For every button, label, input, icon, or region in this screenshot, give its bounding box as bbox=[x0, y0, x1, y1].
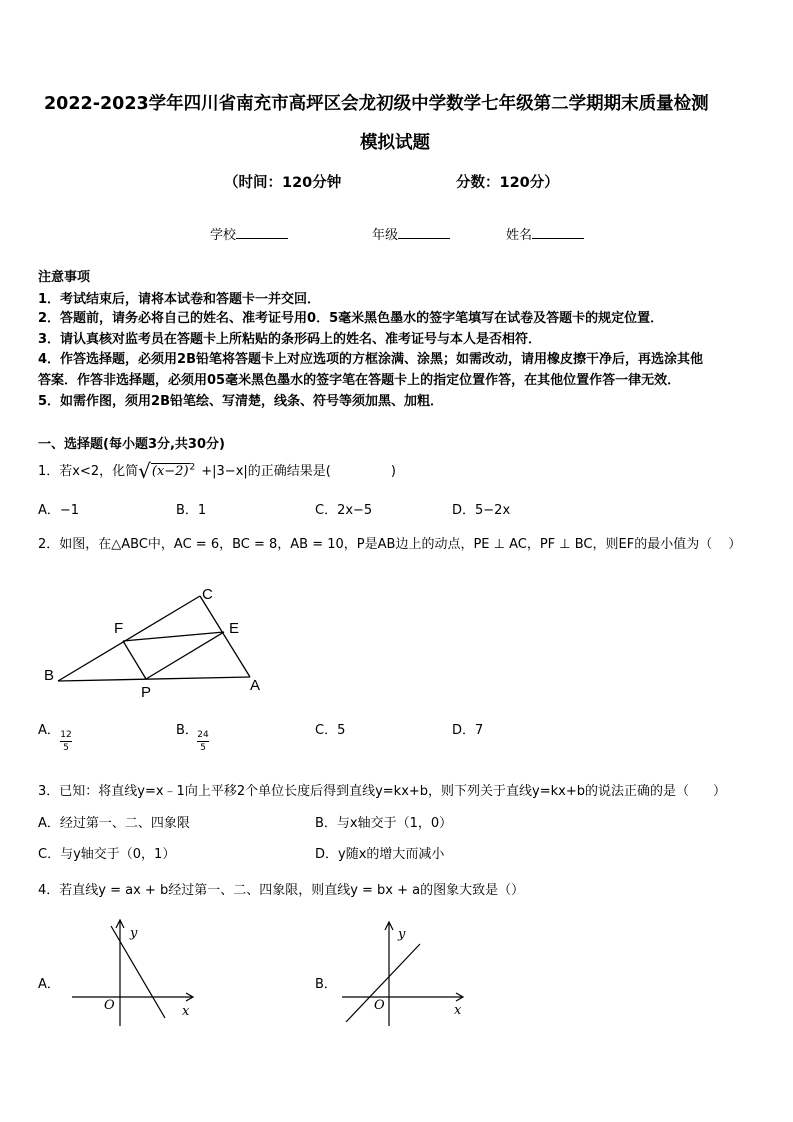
notes-item-1: 1．考试结束后，请将本试卷和答题卡一并交回． bbox=[38, 292, 321, 307]
q3-text: 3．已知：将直线y=x﹣1向上平移2个单位长度后得到直线y=kx+b，则下列关于直线y=kx+b的说法正确的是（ bbox=[38, 784, 689, 799]
q2-optA-label: A． bbox=[38, 723, 60, 738]
q2-option-b[interactable] bbox=[176, 719, 198, 738]
segment-pf bbox=[123, 641, 146, 679]
q3-option-b[interactable]: B．与x轴交于（1，0） bbox=[315, 816, 453, 831]
q4-option-a[interactable]: A． bbox=[38, 977, 60, 992]
q3-option-d[interactable]: D．y随x的增大而减小 bbox=[315, 847, 445, 862]
q2-optB-den: 5 bbox=[200, 743, 206, 753]
q2-option-c[interactable]: C．5 bbox=[315, 723, 346, 738]
sqrt-sign: √ bbox=[138, 459, 151, 483]
axis-label-x: x bbox=[182, 1004, 190, 1019]
q2-optA-fraction bbox=[60, 730, 72, 753]
q1-rest: +|3−x|的正确结果是( bbox=[201, 464, 331, 479]
name-field bbox=[506, 224, 584, 243]
segment-ba bbox=[58, 677, 250, 681]
grade-label: 年级 bbox=[372, 228, 399, 243]
question-4-stem: 4．若直线y = ax + b经过第一、二、四象限，则直线y = bx + a的图象大致是（） bbox=[38, 883, 525, 898]
q1-radicand: (x−2) bbox=[151, 464, 189, 479]
q2-optA-den: 5 bbox=[63, 743, 69, 753]
question-3-stem bbox=[38, 780, 726, 799]
segment-ca bbox=[200, 596, 250, 677]
triangle-figure bbox=[36, 580, 276, 705]
school-field bbox=[210, 224, 288, 243]
label-p: P bbox=[141, 684, 152, 701]
q2-optB-label: B． bbox=[176, 723, 198, 738]
label-a: A bbox=[250, 677, 261, 694]
q2-optB-num: 24 bbox=[197, 730, 209, 740]
notes-item-5: 5．如需作图，须用2B铅笔绘、写清楚，线条、符号等须加黑、加粗． bbox=[38, 394, 443, 409]
segment-pe bbox=[146, 632, 224, 679]
grade-blank[interactable] bbox=[398, 224, 450, 239]
exam-title-line1: 2022-2023学年四川省南充市高坪区会龙初级中学数学七年级第二学期期末质量检测 bbox=[44, 94, 709, 114]
q2-optA-num: 12 bbox=[60, 730, 72, 740]
notes-item-2: 2．答题前，请务必将自己的姓名、准考证号用0．5毫米黑色墨水的签字笔填写在试卷及答题卡的规定位置． bbox=[38, 311, 664, 326]
notes-item-3: 3．请认真核对监考员在答题卡上所粘贴的条形码上的姓名、准考证号与本人是否相符． bbox=[38, 332, 542, 347]
question-2-stem bbox=[38, 533, 741, 552]
axis-label-x: x bbox=[454, 1003, 462, 1018]
q3-close: ） bbox=[713, 784, 727, 799]
question-1-stem bbox=[38, 456, 396, 483]
q2-optB-fraction bbox=[197, 730, 209, 753]
axis-label-y: y bbox=[130, 926, 138, 941]
name-label: 姓名 bbox=[506, 228, 533, 243]
label-b: B bbox=[44, 667, 55, 684]
exam-title-line2: 模拟试题 bbox=[360, 133, 430, 153]
q3-option-a[interactable]: A．经过第一、二、四象限 bbox=[38, 816, 190, 831]
q2-option-a[interactable] bbox=[38, 719, 60, 738]
label-e: E bbox=[229, 620, 240, 637]
q1-option-d[interactable]: D．5−2x bbox=[452, 503, 511, 518]
origin-label: O bbox=[104, 998, 115, 1013]
q1-prefix: 1．若x<2，化简 bbox=[38, 464, 139, 479]
q3-option-c[interactable]: C．与y轴交于（0，1） bbox=[38, 847, 176, 862]
q2-text: 2．如图，在△ABC中，AC = 6，BC = 8，AB = 10，P是AB边上的动点，PE ⊥ AC，PF ⊥ BC，则EF的最小值为（ bbox=[38, 537, 713, 552]
exam-score: 分数：120分） bbox=[456, 175, 559, 191]
name-blank[interactable] bbox=[532, 224, 584, 239]
q4-graph-b bbox=[340, 920, 475, 1030]
label-f: F bbox=[114, 620, 124, 637]
notes-item-4: 4．作答选择题，必须用2B铅笔将答题卡上对应选项的方框涂满、涂黑；如需改动，请用橡皮擦干净后，再选涂其他 bbox=[38, 352, 704, 367]
q1-close: ) bbox=[390, 464, 396, 479]
q1-option-b[interactable]: B．1 bbox=[176, 503, 207, 518]
label-c: C bbox=[202, 586, 213, 603]
q1-exponent: 2 bbox=[189, 462, 196, 473]
q1-option-c[interactable]: C．2x−5 bbox=[315, 503, 373, 518]
q1-option-a[interactable]: A．−1 bbox=[38, 503, 80, 518]
q2-close: ） bbox=[728, 537, 742, 552]
notes-heading: 注意事项 bbox=[38, 270, 91, 285]
origin-label: O bbox=[374, 998, 385, 1013]
graph-line bbox=[111, 926, 165, 1018]
axis-label-y: y bbox=[398, 927, 406, 942]
notes-item-4-cont: 答案．作答非选择题，必须用05毫米黑色墨水的签字笔在答题卡上的指定位置作答，在其他位置作答一律无效． bbox=[38, 373, 681, 388]
grade-field bbox=[372, 224, 450, 243]
q4-option-b[interactable]: B． bbox=[315, 977, 337, 992]
school-blank[interactable] bbox=[236, 224, 288, 239]
q2-option-d[interactable]: D．7 bbox=[452, 723, 484, 738]
segment-bc bbox=[58, 596, 200, 681]
q4-graph-a bbox=[70, 918, 205, 1028]
exam-time: （时间：120分钟 bbox=[224, 175, 342, 191]
section-heading: 一、选择题(每小题3分,共30分) bbox=[38, 437, 225, 452]
school-label: 学校 bbox=[210, 228, 237, 243]
